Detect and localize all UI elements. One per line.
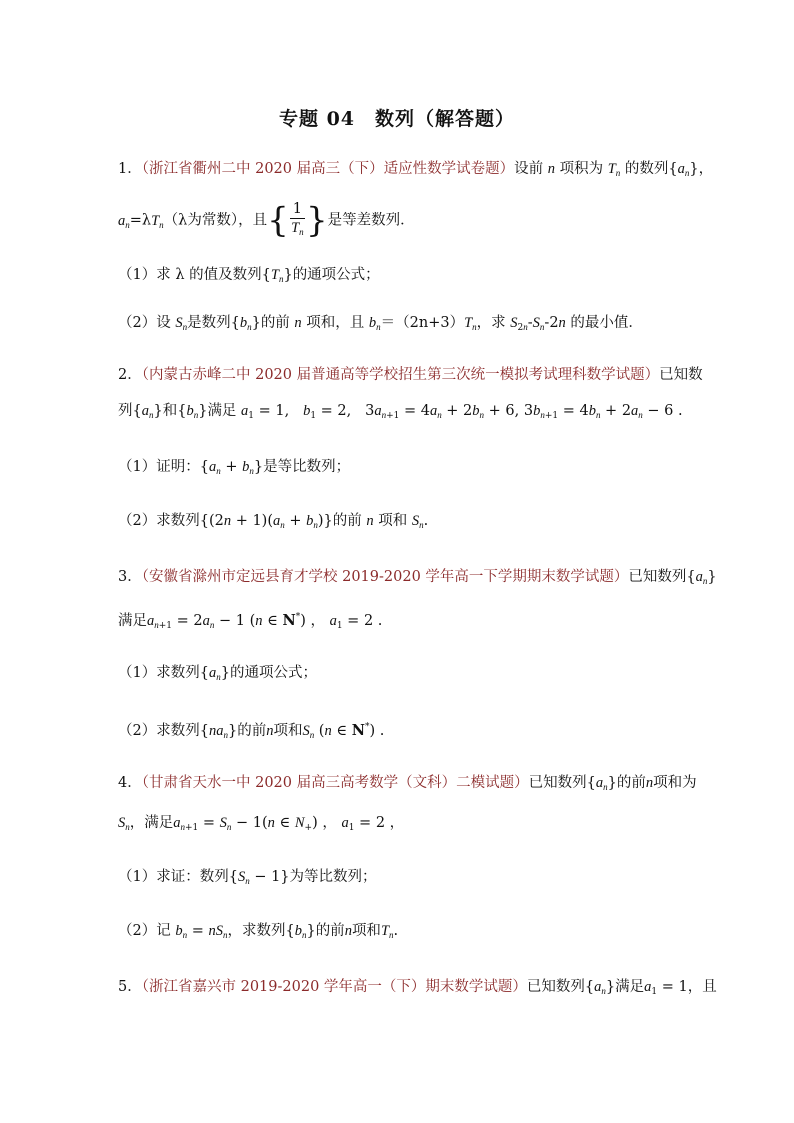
problem-number: 3． [118,569,142,585]
problem-source: （安徽省滁州市定远县育才学校 2019-2020 学年高一下学期期末数学试题） [141,569,629,585]
problem-number: 4． [118,775,142,791]
problem-number: 1． [118,161,142,177]
problem-source: （浙江省衢州二中 2020 届高三（下）适应性数学试卷题） [141,161,515,177]
problem-1-line-1: 1．（浙江省衢州二中 2020 届高三（下）适应性数学试卷题）设前 n 项积为 $T_n$ 的数列$\{a_n\}$， [118,161,714,178]
problem-number: 2． [118,367,142,383]
problem-3-question-2: （2）求数列$\{na_n\}$的前n项和$S_n$ (n ∈ N*) . [118,722,385,740]
problem-5-line-1: 5．（浙江省嘉兴市 2019-2020 学年高一（下）期末数学试题）已知数列$\{a_n\}$满足$a_1 = 1$，且 [118,979,717,997]
problem-2-question-2: （2）求数列$\{(2n + 1)(a_n + b_n)\}$的前 n 项和 $S_n$. [118,513,429,530]
problem-3-line-2: 满足$a_{n+1} = 2a_n - 1$ (n ∈ N*) ， $a_1 = 2$ . [118,612,383,631]
problem-4-question-1: （1）求证：数列$\{S_n - 1\}$为等比数列； [118,869,377,886]
problem-1-question-2: （2）设 $S_n$是数列$\{b_n\}$的前 n 项和，且 $b_n=(2n+3)T_n$，求 $S_{2n}-S_n-2n$ 的最小值． [118,315,643,333]
problem-2-line-1: 2．（内蒙古赤峰二中 2020 届普通高等学校招生第三次统一模拟考试理科数学试题）已知数 [118,367,703,383]
problem-3-question-1: （1）求数列$\{a_n\}$的通项公式； [118,665,317,682]
problem-source: （甘肃省天水一中 2020 届高三高考数学（文科）二模试题） [141,775,529,791]
problem-number: 5． [118,979,142,995]
problem-4-line-2: $S_n$，满足$a_{n+1} = S_n - 1(n$ ∈ $N_+$) ， $a_1 = 2$ ， [118,815,405,833]
problem-1-question-1: （1）求 λ 的值及数列$\{T_n\}$的通项公式； [118,267,380,284]
fraction: $\frac{1}{T_n}$ [291,201,304,237]
problem-source: （内蒙古赤峰二中 2020 届普通高等学校招生第三次统一模拟考试理科数学试题） [141,367,660,383]
page-title: 专题 04 数列（解答题） [278,108,516,130]
problem-4-question-2: （2）记 $b_n = nS_n$，求数列$\{b_n\}$的前n项和$T_n$. [118,923,399,940]
problem-source: （浙江省嘉兴市 2019-2020 学年高一（下）期末数学试题） [141,979,527,995]
problem-4-line-1: 4．（甘肃省天水一中 2020 届高三高考数学（文科）二模试题）已知数列$\{a_n\}$的前n项和为 [118,775,697,792]
problem-2-line-2: 列$\{a_n\}$和$\{b_n\}$满足 $a_1 = 1$, $b_1 = 2$, $3a_{n+1} = 4a_n + 2b_n + 6$, $3b_{n+1} = 4b_n + 2a_n - 6$ . [118,403,683,421]
problem-3-line-1: 3．（安徽省滁州市定远县育才学校 2019-2020 学年高一下学期期末数学试题）已知数列$\{a_n\}$ [118,569,717,586]
problem-1-line-2: $a_n=\lambda T_n(\lambda$为常数），且{ $\frac{1}{T_n}$ }是等差数列． [118,200,415,241]
problem-2-question-1: （1）证明：$\{a_n + b_n\}$是等比数列； [118,459,351,476]
